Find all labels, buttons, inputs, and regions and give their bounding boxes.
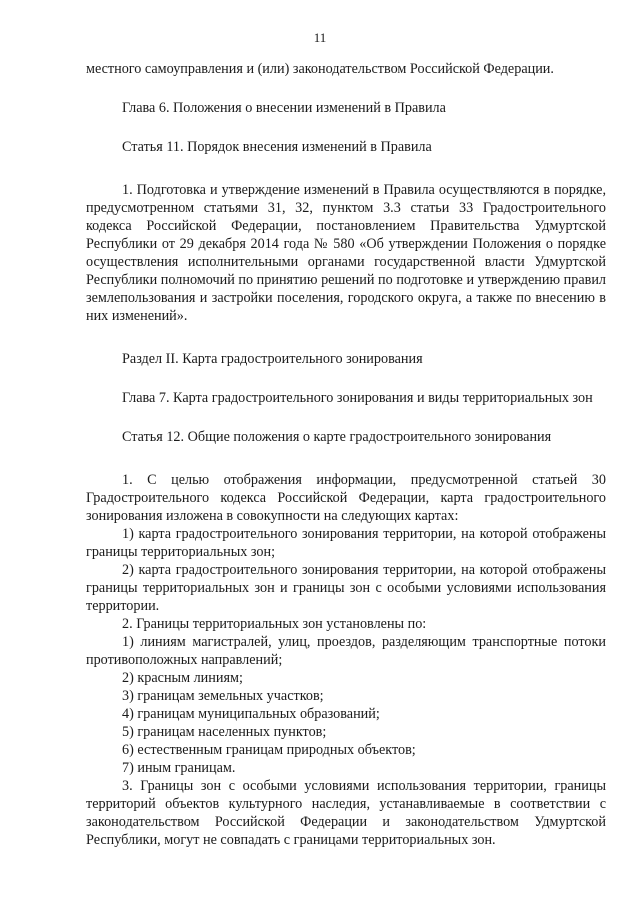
chapter-7-heading: Глава 7. Карта градостроительного зонирования и виды территориальных зон — [122, 390, 593, 406]
article-12-heading: Статья 12. Общие положения о карте градостроительного зонирования — [122, 429, 552, 445]
article-12-p1-item-1: 1) карта градостроительного зонирования территории, на которой отображены границы территориальных зон; — [86, 526, 606, 560]
article-12-p2-item-7: 7) иным границам. — [122, 760, 236, 776]
intro-line: местного самоуправления и (или) законодательством Российской Федерации. — [86, 61, 554, 77]
article-12-p1-item-2: 2) карта градостроительного зонирования территории, на которой отображены границы территориальных зон и границы зон с особыми условиями использования территории. — [86, 562, 606, 614]
article-12-p2-item-1: 1) линиям магистралей, улиц, проездов, разделяющим транспортные потоки противоположных направлений; — [86, 634, 606, 668]
article-11-heading: Статья 11. Порядок внесения изменений в Правила — [122, 139, 432, 155]
page-number: 11 — [313, 30, 327, 45]
chapter-6-heading: Глава 6. Положения о внесении изменений в Правила — [122, 100, 446, 116]
article-12-paragraph-1: 1. С целью отображения информации, предусмотренной статьей 30 Градостроительного кодекса Российской Федерации, карта градостроительного зонирования изложена в совокупности на следующих картах: — [86, 472, 606, 524]
article-12-p2-item-3: 3) границам земельных участков; — [122, 688, 324, 704]
article-12-p2-item-2: 2) красным линиям; — [122, 670, 243, 686]
article-12-p2-item-6: 6) естественным границам природных объектов; — [122, 742, 416, 758]
document-body — [86, 60, 606, 849]
article-12-paragraph-3: 3. Границы зон с особыми условиями использования территории, границы территорий объектов культурного наследия, устанавливаемые в соответствии с законодательством Российской Федерации и законодательством Удмуртской Республики, могут не совпадать с границами территориальных зон. — [86, 778, 606, 848]
article-11-paragraph-1: 1. Подготовка и утверждение изменений в Правила осуществляются в порядке, предусмотренном статьями 31, 32, пунктом 3.3 статьи 33 Градостроительного кодекса Российской Федерации, постановлением Правительства Удмуртской Республики от 29 декабря 2014 года № 580 «Об утверждении Положения о порядке осуществления исполнительными органами государственной власти Удмуртской Республики полномочий по принятию решений по подготовке и утверждению правил землепользования и застройки поселения, городского округа, а также по внесению в них изменений». — [86, 182, 606, 324]
article-12-paragraph-2: 2. Границы территориальных зон установлены по: — [122, 616, 427, 632]
article-12-p2-item-5: 5) границам населенных пунктов; — [122, 724, 327, 740]
article-12-p2-item-4: 4) границам муниципальных образований; — [122, 706, 380, 722]
section-2-heading: Раздел II. Карта градостроительного зонирования — [122, 351, 423, 367]
